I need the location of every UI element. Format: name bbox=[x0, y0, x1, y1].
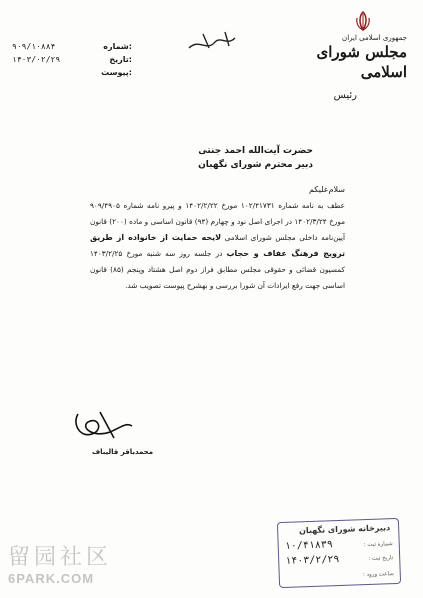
stamp-time-label: ساعت ورود : bbox=[362, 571, 394, 579]
meta-date-row bbox=[12, 53, 132, 66]
body-paragraph-1: عطف به نامه شماره ۱۰۲/۴۱۷۳۱ مورخ ۱۴۰۲/۲/۲۲ و پیرو نامه شماره ۹۰۹/۴۹۰۵ مورخ ۱۴۰۲/۳/۲۴ در اجرای اصل نود و چهارم (۹۴) قانون اساسی و ماده (۲۰۰) bbox=[90, 201, 345, 226]
signer-name: محمدباقر قالیباف bbox=[92, 448, 154, 456]
stamp-number-label: شماره ثبت : bbox=[363, 541, 393, 549]
addressee-block bbox=[113, 144, 313, 172]
office-title: رئیس bbox=[333, 90, 357, 101]
receipt-stamp bbox=[277, 518, 401, 588]
meta-attachment-row bbox=[12, 66, 132, 79]
stamp-date-label: تاریخ ثبت : bbox=[368, 555, 394, 562]
iran-emblem-icon bbox=[352, 10, 374, 32]
bill-title: لایحه حمایت از خانواده از طریق ترویج فرهنگ عفاف و حجاب bbox=[90, 233, 345, 258]
institution-name: مجلس شورای اسلامی bbox=[316, 43, 407, 81]
number-label: شماره: bbox=[103, 42, 132, 51]
date-value: ۱۴۰۳/۰۲/۲۹ bbox=[12, 55, 61, 64]
stamp-number-value: ۱۰/۴۱۸۳۹ bbox=[284, 539, 334, 552]
number-value: ۹۰۹/۱۰۸۸۴ bbox=[12, 42, 56, 51]
date-label: تاریخ: bbox=[109, 55, 132, 64]
letter-body bbox=[90, 182, 345, 294]
body-paragraph-3: در جلسه روز سه شنبه مورخ ۱۴۰۳/۲/۲۵ کمسیون قضائی و حقوقی مجلس مطابق فراز دوم اصل هشتاد وپنجم (۸۵) قانون اساسی جهت رفع ایرادات آن شورا بررسی و بهشرح پیوست تصویب شد. bbox=[90, 249, 345, 290]
body-paragraph-2: قانون آیین‌نامه داخلی مجلس شورای اسلامی bbox=[90, 217, 346, 242]
salutation: سلام‌علیکم bbox=[308, 185, 345, 194]
republic-line: جمهوری اسلامی ایران bbox=[342, 34, 407, 42]
bismillah-calligraphy bbox=[185, 28, 249, 56]
letter-meta bbox=[12, 40, 132, 79]
stamp-title: دبیرخانه شورای نگهبان bbox=[298, 523, 391, 536]
signature-scribble bbox=[70, 408, 140, 444]
stamp-date-value: ۱۴۰۳/۲/۲۹ bbox=[285, 553, 340, 567]
meta-number-row bbox=[12, 40, 132, 53]
institution-header bbox=[297, 34, 407, 101]
attachment-label: پیوست: bbox=[101, 68, 132, 77]
svg-text:باسمه تعالی: باسمه تعالی bbox=[243, 54, 249, 55]
site-watermark bbox=[8, 540, 112, 586]
addressee-title: دبیر محترم شورای نگهبان bbox=[198, 160, 313, 170]
watermark-url: 6PARK.COM bbox=[8, 571, 95, 586]
addressee-name: حضرت آیت‌الله احمد جنتی bbox=[198, 146, 313, 156]
watermark-cn: 留园社区 bbox=[8, 545, 113, 570]
